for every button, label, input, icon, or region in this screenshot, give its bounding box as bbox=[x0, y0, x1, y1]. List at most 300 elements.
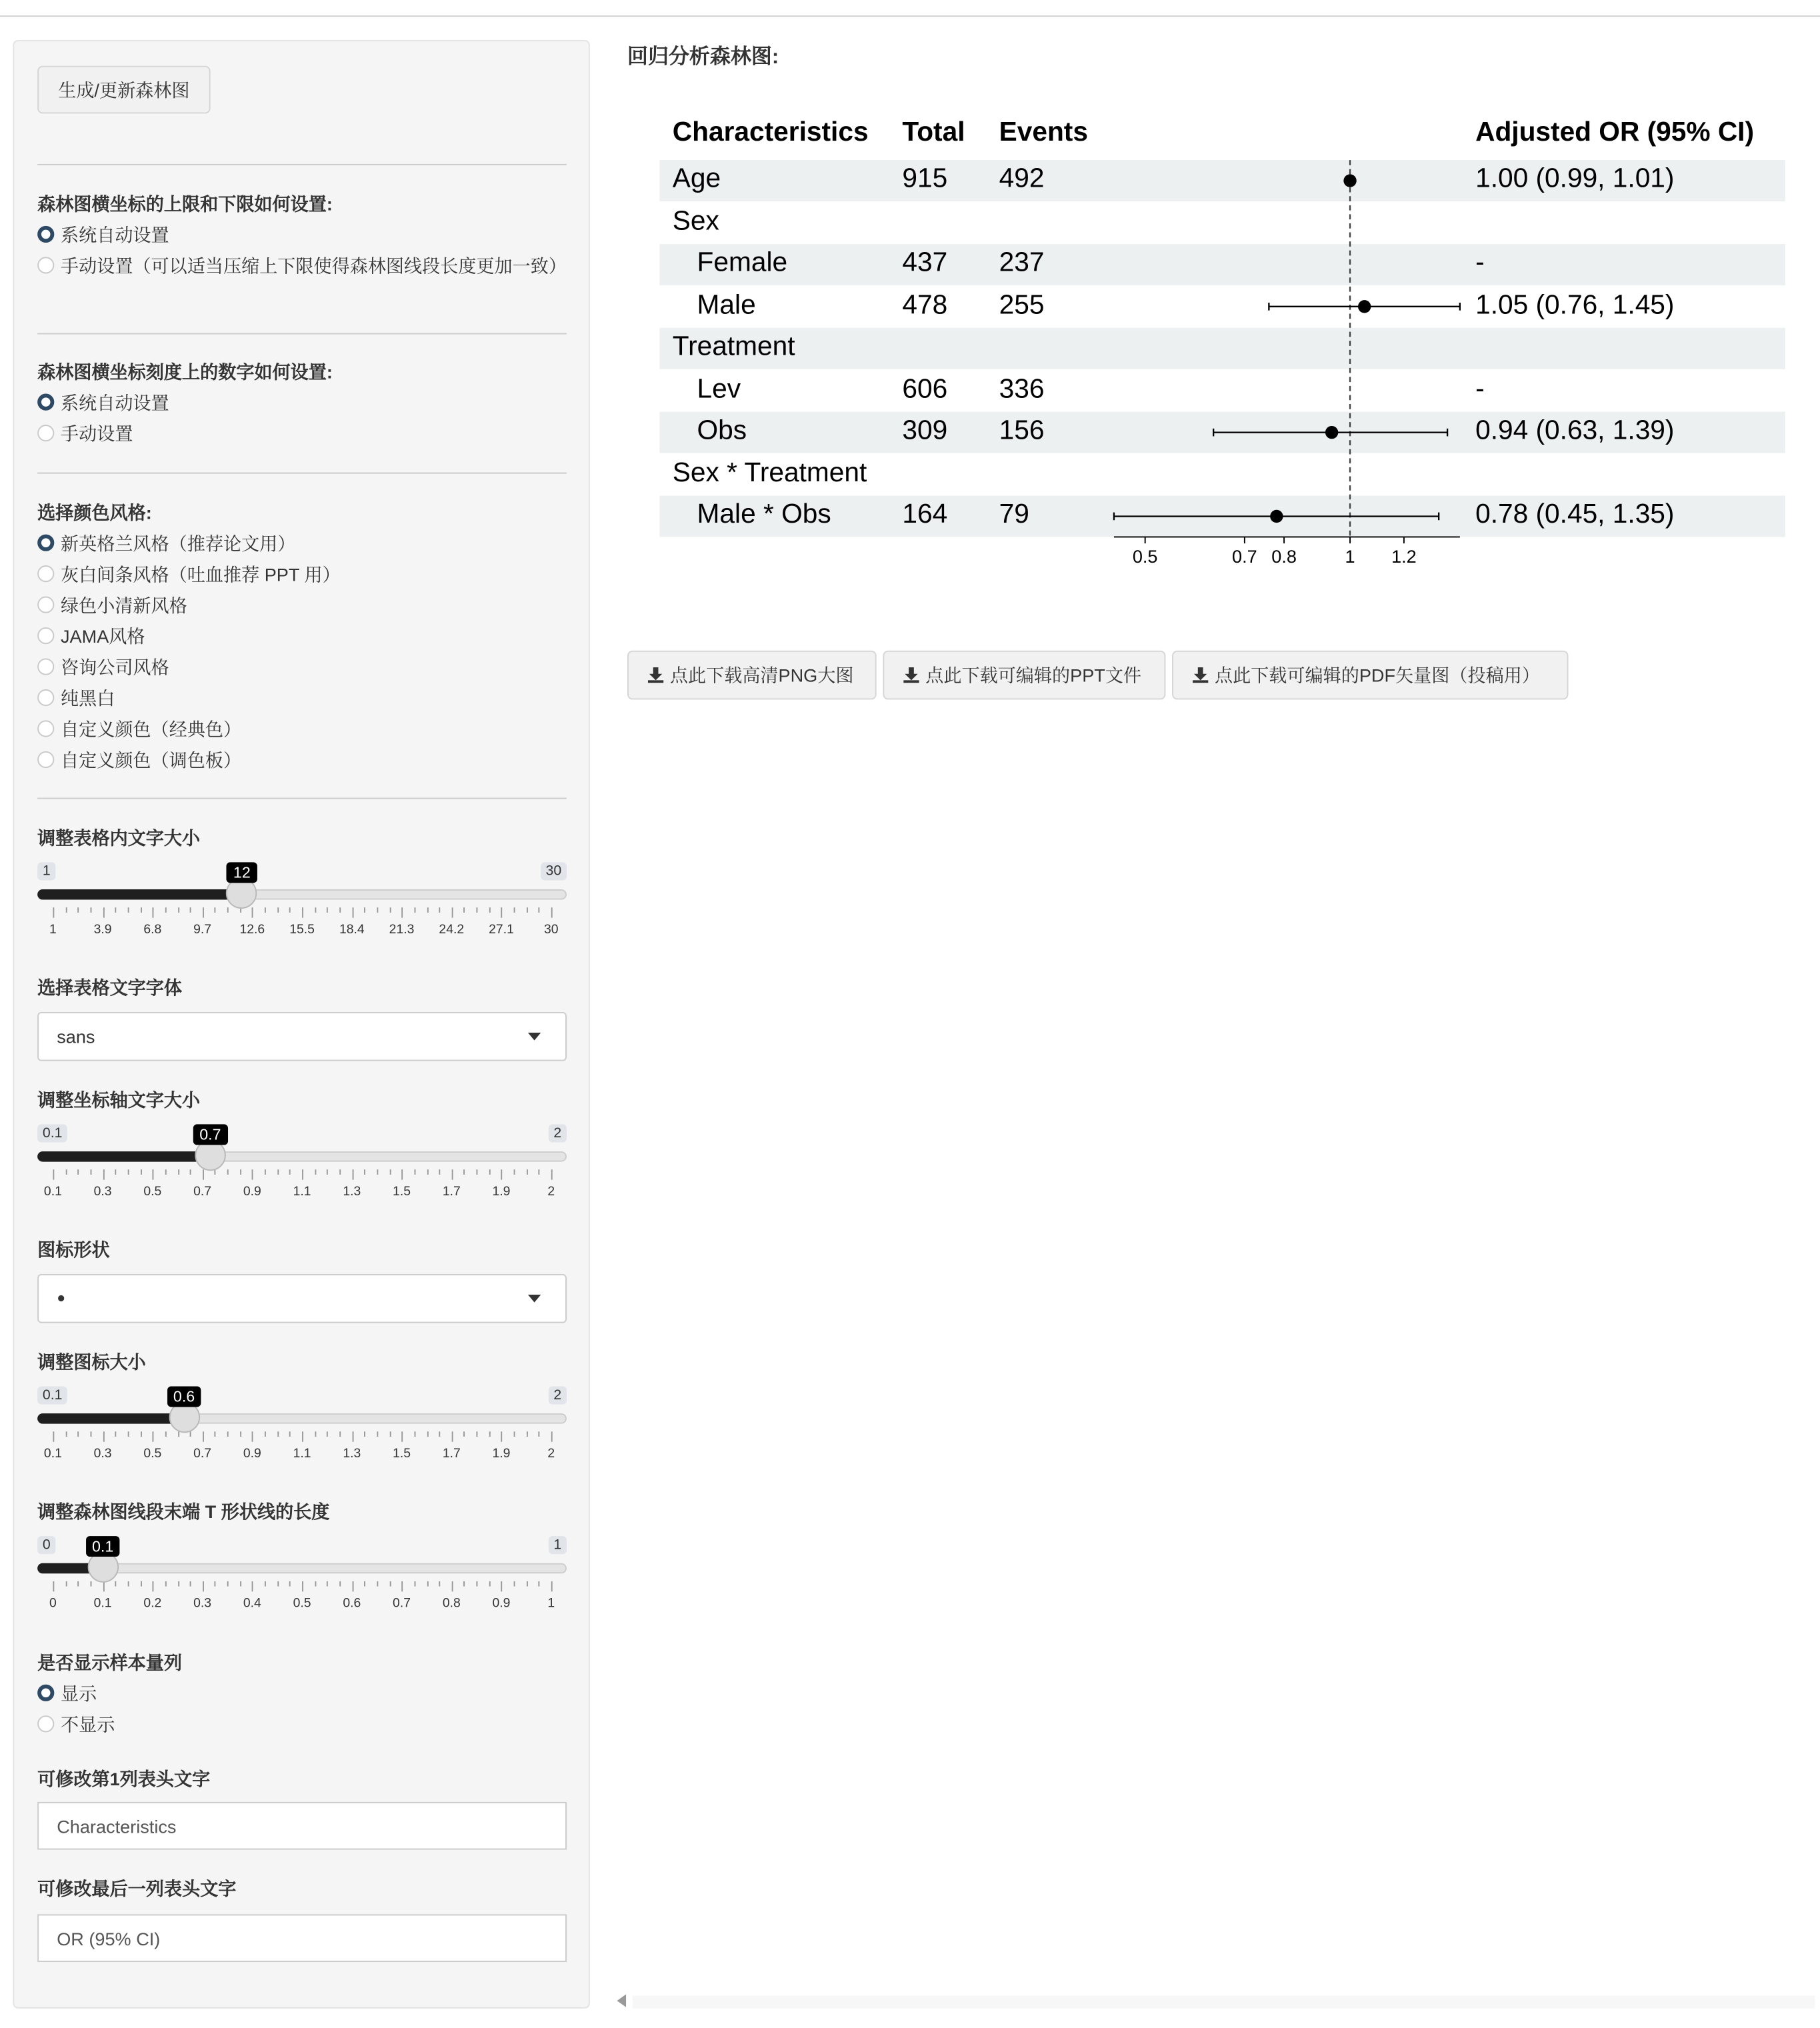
row-label: Sex bbox=[672, 205, 719, 236]
slider-minor-tick bbox=[65, 1581, 67, 1587]
row-events: 255 bbox=[999, 289, 1045, 320]
slider-minor-tick bbox=[127, 907, 129, 913]
table-text-size-slider[interactable] bbox=[37, 862, 567, 953]
radio-button[interactable] bbox=[37, 226, 54, 243]
xlim-setting-option-label: 系统自动设置 bbox=[61, 224, 169, 245]
slider-minor-tick bbox=[115, 907, 117, 913]
color-style-option-label: 灰白间条风格（吐血推荐 PPT 用） bbox=[61, 564, 341, 585]
slider-minor-tick bbox=[65, 1431, 67, 1437]
axis-text-size-slider[interactable] bbox=[37, 1124, 567, 1215]
slider-tick bbox=[103, 1581, 104, 1591]
slider-minor-tick bbox=[526, 1581, 527, 1587]
header-characteristics: Characteristics bbox=[672, 117, 869, 147]
slider-minor-tick bbox=[414, 1169, 415, 1175]
color-style-option-label: 自定义颜色（经典色） bbox=[61, 719, 242, 740]
color-style-option-1[interactable] bbox=[37, 561, 560, 587]
slider-value-bubble: 12 bbox=[227, 862, 257, 883]
slider-minor-tick bbox=[477, 1431, 478, 1437]
slider-minor-tick bbox=[90, 907, 91, 913]
row-events: 156 bbox=[999, 415, 1045, 445]
slider-minor-tick bbox=[489, 907, 490, 913]
slider-tick-label: 1.9 bbox=[492, 1185, 511, 1199]
slider-minor-tick bbox=[526, 1169, 527, 1175]
slider-tick bbox=[252, 1581, 253, 1591]
slider-tick-label: 21.3 bbox=[389, 923, 415, 937]
slider-minor-tick bbox=[439, 907, 441, 913]
color-style-option-6[interactable] bbox=[37, 717, 560, 743]
font-family-select[interactable] bbox=[37, 1012, 567, 1061]
slider-minor-tick bbox=[140, 1431, 141, 1437]
radio-button[interactable] bbox=[37, 535, 54, 551]
row-label: Male bbox=[697, 289, 756, 320]
x-axis-tick-label: 0.5 bbox=[1132, 546, 1158, 567]
slider-minor-tick bbox=[364, 1169, 365, 1175]
slider-minor-tick bbox=[427, 1581, 428, 1587]
marker-shape-label: 图标形状 bbox=[37, 1239, 110, 1260]
point-estimate bbox=[1343, 174, 1356, 187]
slider-minor-tick bbox=[115, 1169, 117, 1175]
row-or-ci-text: - bbox=[1475, 247, 1485, 278]
slider-minor-tick bbox=[364, 907, 365, 913]
slider-tick-label: 0.8 bbox=[442, 1597, 461, 1611]
row-label: Treatment bbox=[672, 331, 795, 362]
download-png-button[interactable] bbox=[627, 651, 877, 700]
slider-minor-tick bbox=[65, 1169, 67, 1175]
marker-size-label: 调整图标大小 bbox=[37, 1351, 146, 1373]
row-label: Age bbox=[672, 163, 721, 194]
slider-tick-label: 1.7 bbox=[442, 1447, 461, 1461]
divider bbox=[37, 473, 567, 474]
first-col-header-input[interactable]: Characteristics bbox=[37, 1802, 567, 1850]
tcap-length-slider[interactable] bbox=[37, 1536, 567, 1627]
slider-minor-tick bbox=[90, 1581, 91, 1587]
slider-minor-tick bbox=[489, 1431, 490, 1437]
slider-minor-tick bbox=[539, 907, 540, 913]
slider-tick-label: 0.3 bbox=[93, 1447, 112, 1461]
slider-min-label: 0.1 bbox=[37, 1386, 67, 1404]
row-events: 237 bbox=[999, 247, 1045, 278]
radio-button[interactable] bbox=[37, 565, 54, 582]
slider-tick bbox=[103, 1431, 104, 1441]
slider-minor-tick bbox=[140, 1169, 141, 1175]
slider-tick bbox=[302, 1581, 303, 1591]
slider-minor-tick bbox=[414, 907, 415, 913]
slider-tick-label: 1 bbox=[547, 1597, 555, 1611]
slider-minor-tick bbox=[215, 1581, 216, 1587]
slider-minor-tick bbox=[265, 1581, 266, 1587]
slider-tick bbox=[451, 907, 453, 917]
slider-minor-tick bbox=[315, 1431, 316, 1437]
row-events: 336 bbox=[999, 373, 1045, 404]
slider-minor-tick bbox=[227, 1581, 229, 1587]
show-sample-size-option-label: 显示 bbox=[61, 1683, 97, 1704]
slider-minor-tick bbox=[227, 907, 229, 913]
show-sample-size-option-0[interactable] bbox=[37, 1681, 560, 1707]
slider-tick-label: 0 bbox=[49, 1597, 57, 1611]
slider-minor-tick bbox=[539, 1581, 540, 1587]
slider-tick-label: 3.9 bbox=[93, 923, 112, 937]
slider-tick-label: 0.1 bbox=[93, 1597, 112, 1611]
slider-tick bbox=[551, 1431, 553, 1441]
slider-minor-tick bbox=[315, 1581, 316, 1587]
slider-tick-label: 12.6 bbox=[239, 923, 265, 937]
show-sample-size-option-1[interactable] bbox=[37, 1711, 560, 1737]
slider-tick bbox=[153, 1431, 154, 1441]
slider-minor-tick bbox=[78, 907, 79, 913]
row-label: Lev bbox=[697, 373, 741, 404]
slider-minor-tick bbox=[90, 1431, 91, 1437]
divider bbox=[37, 333, 567, 335]
scroll-left-icon[interactable] bbox=[617, 1994, 627, 2007]
slider-tick bbox=[252, 1169, 253, 1179]
slider-tick-label: 27.1 bbox=[489, 923, 514, 937]
axis-text-size-label: 调整坐标轴文字大小 bbox=[37, 1089, 201, 1111]
color-style-option-3[interactable] bbox=[37, 623, 560, 649]
download-icon bbox=[1191, 666, 1209, 684]
radio-button[interactable] bbox=[37, 1685, 54, 1701]
divider bbox=[37, 798, 567, 799]
slider-minor-tick bbox=[339, 1581, 341, 1587]
color-style-option-7[interactable] bbox=[37, 747, 560, 773]
slider-max-label: 1 bbox=[549, 1536, 567, 1554]
color-style-option-4[interactable] bbox=[37, 655, 560, 681]
slider-tick bbox=[451, 1169, 453, 1179]
marker-size-slider[interactable] bbox=[37, 1386, 567, 1477]
slider-minor-tick bbox=[489, 1169, 490, 1175]
radio-button[interactable] bbox=[37, 720, 54, 737]
xlim-setting-option-label: 手动设置（可以适当压缩上下限使得森林图线段长度更加一致） bbox=[61, 255, 567, 277]
slider-minor-tick bbox=[165, 1581, 167, 1587]
slider-tick-label: 1.1 bbox=[293, 1447, 311, 1461]
slider-minor-tick bbox=[377, 1431, 378, 1437]
slider-minor-tick bbox=[464, 1169, 465, 1175]
x-axis-tick-label: 0.7 bbox=[1232, 546, 1257, 567]
x-axis-tick-label: 0.8 bbox=[1271, 546, 1297, 567]
slider-minor-tick bbox=[90, 1169, 91, 1175]
slider-minor-tick bbox=[277, 1431, 279, 1437]
slider-tick bbox=[53, 907, 54, 917]
divider bbox=[37, 164, 567, 165]
slider-minor-tick bbox=[190, 907, 191, 913]
row-label: Male * Obs bbox=[697, 499, 831, 529]
slider-max-label: 2 bbox=[549, 1124, 567, 1142]
row-total: 478 bbox=[902, 289, 948, 320]
slider-tick bbox=[302, 907, 303, 917]
slider-minor-tick bbox=[477, 1169, 478, 1175]
row-total: 915 bbox=[902, 163, 948, 194]
slider-minor-tick bbox=[240, 1581, 241, 1587]
slider-tick bbox=[402, 1581, 403, 1591]
radio-button[interactable] bbox=[37, 689, 54, 706]
point-estimate bbox=[1270, 510, 1283, 523]
slider-tick bbox=[153, 1169, 154, 1179]
radio-button[interactable] bbox=[37, 597, 54, 613]
slider-tick-label: 0.6 bbox=[343, 1597, 361, 1611]
radio-button[interactable] bbox=[37, 394, 54, 411]
row-total: 606 bbox=[902, 373, 948, 404]
color-style-option-2[interactable] bbox=[37, 593, 560, 619]
slider-tick-label: 9.7 bbox=[193, 923, 212, 937]
slider-tick-label: 0.7 bbox=[193, 1447, 212, 1461]
slider-minor-tick bbox=[115, 1581, 117, 1587]
slider-tick bbox=[352, 907, 353, 917]
color-style-option-label: 咨询公司风格 bbox=[61, 657, 169, 678]
horizontal-scrollbar[interactable] bbox=[633, 1995, 1815, 2008]
slider-minor-tick bbox=[289, 1581, 291, 1587]
color-style-option-label: 纯黑白 bbox=[61, 687, 115, 709]
header-or-ci: Adjusted OR (95% CI) bbox=[1475, 117, 1755, 147]
slider-tick-label: 2 bbox=[547, 1447, 555, 1461]
slider-minor-tick bbox=[514, 907, 515, 913]
slider-minor-tick bbox=[177, 1581, 179, 1587]
slider-minor-tick bbox=[289, 1431, 291, 1437]
xtick-setting-option-label: 系统自动设置 bbox=[61, 392, 169, 413]
slider-tick bbox=[551, 1169, 553, 1179]
slider-minor-tick bbox=[439, 1169, 441, 1175]
slider-tick-label: 0.1 bbox=[43, 1185, 62, 1199]
slider-tick-label: 0.7 bbox=[393, 1597, 411, 1611]
slider-minor-tick bbox=[240, 1431, 241, 1437]
slider-minor-tick bbox=[539, 1431, 540, 1437]
slider-fill bbox=[37, 1151, 210, 1161]
download-png-label: 点此下载高清PNG大图 bbox=[669, 665, 854, 686]
radio-button[interactable] bbox=[37, 658, 54, 675]
slider-tick bbox=[302, 1431, 303, 1441]
slider-minor-tick bbox=[78, 1169, 79, 1175]
slider-minor-tick bbox=[177, 1431, 179, 1437]
color-style-option-0[interactable] bbox=[37, 531, 560, 557]
page-title: 回归分析森林图: bbox=[627, 46, 779, 69]
row-label: Obs bbox=[697, 415, 747, 445]
row-or-ci-text: 1.05 (0.76, 1.45) bbox=[1475, 289, 1675, 320]
slider-minor-tick bbox=[327, 907, 328, 913]
radio-button[interactable] bbox=[37, 257, 54, 273]
forest-plot bbox=[659, 113, 1785, 591]
color-style-option-label: 绿色小清新风格 bbox=[61, 595, 187, 616]
slider-fill bbox=[37, 889, 242, 899]
slider-tick-label: 0.5 bbox=[293, 1597, 311, 1611]
slider-tick-label: 1.3 bbox=[343, 1185, 361, 1199]
xlim-setting-option-1[interactable] bbox=[37, 253, 567, 279]
slider-tick-label: 24.2 bbox=[439, 923, 465, 937]
slider-tick-label: 0.7 bbox=[193, 1185, 212, 1199]
slider-minor-tick bbox=[539, 1169, 540, 1175]
tcap-length-label: 调整森林图线段末端 T 形状线的长度 bbox=[37, 1501, 330, 1522]
slider-max-label: 2 bbox=[549, 1386, 567, 1404]
slider-minor-tick bbox=[414, 1431, 415, 1437]
slider-minor-tick bbox=[177, 1169, 179, 1175]
slider-tick bbox=[203, 1431, 204, 1441]
slider-value-bubble: 0.1 bbox=[85, 1536, 120, 1557]
slider-minor-tick bbox=[289, 907, 291, 913]
slider-tick-label: 15.5 bbox=[289, 923, 315, 937]
slider-min-label: 0.1 bbox=[37, 1124, 67, 1142]
slider-tick bbox=[551, 907, 553, 917]
slider-minor-tick bbox=[289, 1169, 291, 1175]
slider-minor-tick bbox=[377, 1581, 378, 1587]
slider-tick-label: 6.8 bbox=[143, 923, 162, 937]
slider-minor-tick bbox=[427, 907, 428, 913]
slider-minor-tick bbox=[439, 1431, 441, 1437]
download-ppt-label: 点此下载可编辑的PPT文件 bbox=[925, 665, 1142, 686]
slider-minor-tick bbox=[78, 1431, 79, 1437]
slider-minor-tick bbox=[327, 1581, 328, 1587]
download-pdf-button[interactable] bbox=[1172, 651, 1568, 700]
slider-min-label: 0 bbox=[37, 1536, 55, 1554]
slider-minor-tick bbox=[277, 907, 279, 913]
slider-tick bbox=[203, 1169, 204, 1179]
slider-tick bbox=[53, 1169, 54, 1179]
last-col-header-input[interactable]: OR (95% CI) bbox=[37, 1914, 567, 1962]
slider-tick bbox=[501, 1169, 503, 1179]
slider-minor-tick bbox=[464, 1581, 465, 1587]
color-style-option-label: 新英格兰风格（推荐论文用） bbox=[61, 533, 296, 554]
radio-button[interactable] bbox=[37, 425, 54, 441]
slider-minor-tick bbox=[477, 907, 478, 913]
slider-tick bbox=[451, 1581, 453, 1591]
slider-tick bbox=[402, 907, 403, 917]
slider-minor-tick bbox=[364, 1431, 365, 1437]
xlim-setting-label: 森林图横坐标的上限和下限如何设置: bbox=[37, 193, 333, 215]
slider-tick-label: 0.9 bbox=[243, 1185, 261, 1199]
download-pdf-label: 点此下载可编辑的PDF矢量图（投稿用） bbox=[1214, 665, 1540, 686]
slider-minor-tick bbox=[339, 1431, 341, 1437]
slider-minor-tick bbox=[327, 1169, 328, 1175]
radio-button[interactable] bbox=[37, 1715, 54, 1732]
slider-max-label: 30 bbox=[541, 862, 567, 880]
slider-tick bbox=[53, 1581, 54, 1591]
slider-tick bbox=[402, 1169, 403, 1179]
slider-tick-label: 0.5 bbox=[143, 1447, 162, 1461]
slider-tick-label: 0.4 bbox=[243, 1597, 261, 1611]
slider-minor-tick bbox=[177, 907, 179, 913]
slider-minor-tick bbox=[165, 1431, 167, 1437]
row-or-ci-text: 0.78 (0.45, 1.35) bbox=[1475, 499, 1675, 529]
slider-tick bbox=[402, 1431, 403, 1441]
slider-minor-tick bbox=[377, 907, 378, 913]
slider-tick-label: 0.3 bbox=[93, 1185, 112, 1199]
slider-tick bbox=[302, 1169, 303, 1179]
sidebar-panel bbox=[13, 40, 589, 2009]
generate-forest-button[interactable]: 生成/更新森林图 bbox=[37, 66, 210, 114]
download-icon bbox=[902, 666, 920, 684]
row-events: 79 bbox=[999, 499, 1029, 529]
show-sample-size-label: 是否显示样本量列 bbox=[37, 1652, 183, 1673]
slider-minor-tick bbox=[464, 907, 465, 913]
row-or-ci-text: 0.94 (0.63, 1.39) bbox=[1475, 415, 1675, 445]
xtick-setting-option-label: 手动设置 bbox=[61, 423, 133, 445]
slider-minor-tick bbox=[389, 907, 391, 913]
top-divider bbox=[0, 15, 1820, 17]
slider-tick-label: 0.1 bbox=[43, 1447, 62, 1461]
row-or-ci-text: 1.00 (0.99, 1.01) bbox=[1475, 163, 1675, 194]
radio-button[interactable] bbox=[37, 627, 54, 644]
header-events: Events bbox=[999, 117, 1088, 147]
row-or-ci-text: - bbox=[1475, 373, 1485, 404]
slider-minor-tick bbox=[514, 1581, 515, 1587]
slider-tick-label: 1.3 bbox=[343, 1447, 361, 1461]
slider-tick bbox=[53, 1431, 54, 1441]
slider-tick bbox=[352, 1581, 353, 1591]
slider-minor-tick bbox=[140, 1581, 141, 1587]
slider-minor-tick bbox=[514, 1431, 515, 1437]
slider-tick bbox=[153, 1581, 154, 1591]
color-style-label: 选择颜色风格: bbox=[37, 502, 152, 523]
xlim-setting-option-0[interactable] bbox=[37, 222, 560, 248]
slider-tick bbox=[352, 1169, 353, 1179]
slider-tick bbox=[203, 1581, 204, 1591]
slider-tick bbox=[501, 1431, 503, 1441]
slider-tick bbox=[103, 907, 104, 917]
radio-button[interactable] bbox=[37, 751, 54, 768]
slider-minor-tick bbox=[377, 1169, 378, 1175]
slider-tick bbox=[153, 907, 154, 917]
slider-minor-tick bbox=[165, 907, 167, 913]
row-total: 164 bbox=[902, 499, 948, 529]
slider-minor-tick bbox=[464, 1431, 465, 1437]
slider-tick-label: 1.1 bbox=[293, 1185, 311, 1199]
slider-minor-tick bbox=[514, 1169, 515, 1175]
row-label: Sex * Treatment bbox=[672, 457, 867, 487]
slider-minor-tick bbox=[389, 1581, 391, 1587]
slider-minor-tick bbox=[427, 1169, 428, 1175]
slider-tick-label: 18.4 bbox=[339, 923, 365, 937]
slider-tick-label: 1.5 bbox=[393, 1447, 411, 1461]
slider-minor-tick bbox=[227, 1169, 229, 1175]
slider-tick bbox=[501, 1581, 503, 1591]
slider-min-label: 1 bbox=[37, 862, 55, 880]
marker-shape-select[interactable] bbox=[37, 1274, 567, 1323]
last-col-header-label: 可修改最后一列表头文字 bbox=[37, 1878, 237, 1899]
slider-minor-tick bbox=[165, 1169, 167, 1175]
slider-minor-tick bbox=[327, 1431, 328, 1437]
xtick-setting-option-0[interactable] bbox=[37, 390, 560, 416]
download-icon bbox=[647, 666, 665, 684]
marker-shape-value: ● bbox=[57, 1291, 66, 1307]
slider-minor-tick bbox=[115, 1431, 117, 1437]
color-style-option-5[interactable] bbox=[37, 685, 560, 711]
slider-value-bubble: 0.7 bbox=[193, 1124, 228, 1145]
download-ppt-button[interactable] bbox=[883, 651, 1165, 700]
xtick-setting-option-1[interactable] bbox=[37, 421, 560, 447]
color-style-option-label: JAMA风格 bbox=[61, 626, 145, 647]
slider-minor-tick bbox=[427, 1431, 428, 1437]
slider-minor-tick bbox=[265, 1431, 266, 1437]
header-total: Total bbox=[902, 117, 965, 147]
slider-minor-tick bbox=[277, 1581, 279, 1587]
slider-minor-tick bbox=[389, 1431, 391, 1437]
slider-minor-tick bbox=[215, 907, 216, 913]
slider-minor-tick bbox=[339, 1169, 341, 1175]
slider-minor-tick bbox=[277, 1169, 279, 1175]
slider-value-bubble: 0.6 bbox=[167, 1386, 201, 1407]
slider-tick-label: 2 bbox=[547, 1185, 555, 1199]
slider-minor-tick bbox=[190, 1581, 191, 1587]
xtick-setting-label: 森林图横坐标刻度上的数字如何设置: bbox=[37, 361, 333, 383]
slider-tick-label: 0.2 bbox=[143, 1597, 162, 1611]
x-axis-tick-label: 1 bbox=[1345, 546, 1355, 567]
x-axis-tick-label: 1.2 bbox=[1391, 546, 1417, 567]
slider-minor-tick bbox=[215, 1431, 216, 1437]
chevron-down-icon bbox=[528, 1033, 541, 1041]
slider-minor-tick bbox=[78, 1581, 79, 1587]
slider-tick-label: 0.5 bbox=[143, 1185, 162, 1199]
slider-tick-label: 30 bbox=[543, 923, 559, 937]
slider-minor-tick bbox=[215, 1169, 216, 1175]
slider-minor-tick bbox=[439, 1581, 441, 1587]
slider-minor-tick bbox=[265, 1169, 266, 1175]
table-text-size-label: 调整表格内文字大小 bbox=[37, 827, 201, 849]
